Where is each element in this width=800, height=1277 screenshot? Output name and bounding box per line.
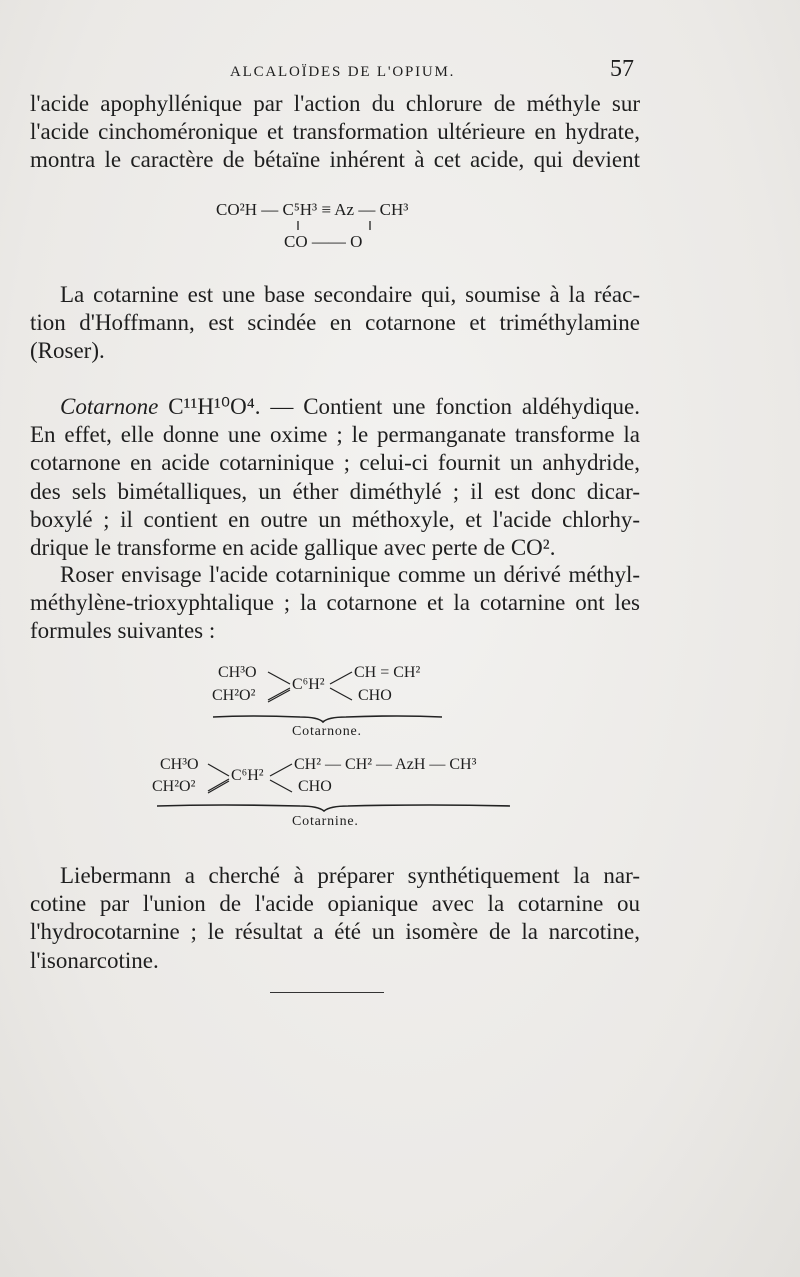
- term-cotarnone: Cotarnone: [60, 394, 159, 419]
- end-rule: [270, 992, 384, 993]
- text-line: l'acide apophyllénique par l'action du chlorure de méthyle sur: [30, 91, 640, 116]
- right-bottom-group: CHO: [298, 778, 332, 795]
- running-title: ALCALOÏDES DE L'OPIUM.: [230, 64, 456, 80]
- page-number: 57: [610, 56, 634, 82]
- left-bottom-group: CH²O²: [212, 687, 256, 704]
- paragraph-3: [30, 393, 640, 562]
- paragraph-4: [30, 561, 640, 646]
- cotarnine-caption: Cotarnine.: [292, 814, 359, 829]
- text-line: l'acide cinchoméronique et transformation ultérieure en hydrate,: [30, 119, 640, 145]
- left-top-group: CH³O: [218, 664, 257, 681]
- cotarnone-structure: [0, 660, 800, 750]
- text-line: boxylé ; il contient en outre un méthoxyle, et l'acide chlorhy-: [30, 506, 640, 532]
- text-line: formules suivantes :: [30, 618, 216, 644]
- page-header: [0, 56, 800, 90]
- text-line: Roser envisage l'acide cotarninique comme un dérivé méthyl-: [60, 562, 640, 587]
- right-bottom-group: CHO: [358, 687, 392, 704]
- text-line: tion d'Hoffmann, est scindée en cotarnone et triméthylamine: [30, 310, 640, 336]
- text-line: cotine par l'union de l'acide opianique avec la cotarnine ou: [30, 891, 640, 917]
- text-line: cotarnone en acide cotarninique ; celui-ci fournit un anhydride,: [30, 450, 640, 476]
- betaine-formula: [0, 200, 800, 260]
- cotarnone-formula-inline: C¹¹H¹⁰O⁴: [168, 394, 255, 419]
- right-top-group: CH = CH²: [354, 664, 421, 681]
- center-ring: C⁶H²: [231, 767, 264, 784]
- text-line: [30, 393, 640, 421]
- center-ring: C⁶H²: [292, 676, 325, 693]
- left-bottom-group: CH²O²: [152, 778, 196, 795]
- bond-lines: [0, 752, 800, 842]
- paragraph-2: [30, 281, 640, 366]
- cotarnine-structure: [0, 752, 800, 842]
- formula-bottom-line: CO —— O: [284, 232, 363, 251]
- paragraph-5: [30, 862, 640, 975]
- left-top-group: CH³O: [160, 756, 199, 773]
- text-line: montra le caractère de bétaïne inhérent à cet acide, qui devient: [30, 147, 640, 173]
- text-line: En effet, elle donne une oxime ; le permanganate transforme la: [30, 422, 640, 448]
- text-line: l'isonarcotine.: [30, 947, 159, 973]
- text-line: méthylène-trioxyphtalique ; la cotarnone et la cotarnine ont les: [30, 590, 640, 616]
- text-line: La cotarnine est une base secondaire qui, soumise à la réac-: [60, 282, 640, 307]
- right-top-group: CH² — CH² — AzH — CH³: [294, 756, 477, 773]
- text-line: drique le transforme en acide gallique avec perte de CO².: [30, 535, 556, 561]
- first-line-rest: . — Contient une fonction aldéhydique.: [254, 394, 641, 419]
- formula-top-line: CO²H — C⁵H³ ≡ Az — CH³: [216, 200, 409, 219]
- text-line: des sels bimétalliques, un éther diméthylé ; il est donc dicar-: [30, 478, 640, 504]
- paragraph-1: [30, 90, 640, 175]
- cotarnone-caption: Cotarnone.: [292, 724, 362, 739]
- bond-lines: [0, 660, 800, 750]
- text-line: Liebermann a cherché à préparer synthétiquement la nar-: [60, 863, 640, 888]
- text-line: (Roser).: [30, 338, 105, 364]
- text-line: l'hydrocotarnine ; le résultat a été un isomère de la narcotine,: [30, 919, 640, 945]
- bond-lines: [0, 200, 800, 260]
